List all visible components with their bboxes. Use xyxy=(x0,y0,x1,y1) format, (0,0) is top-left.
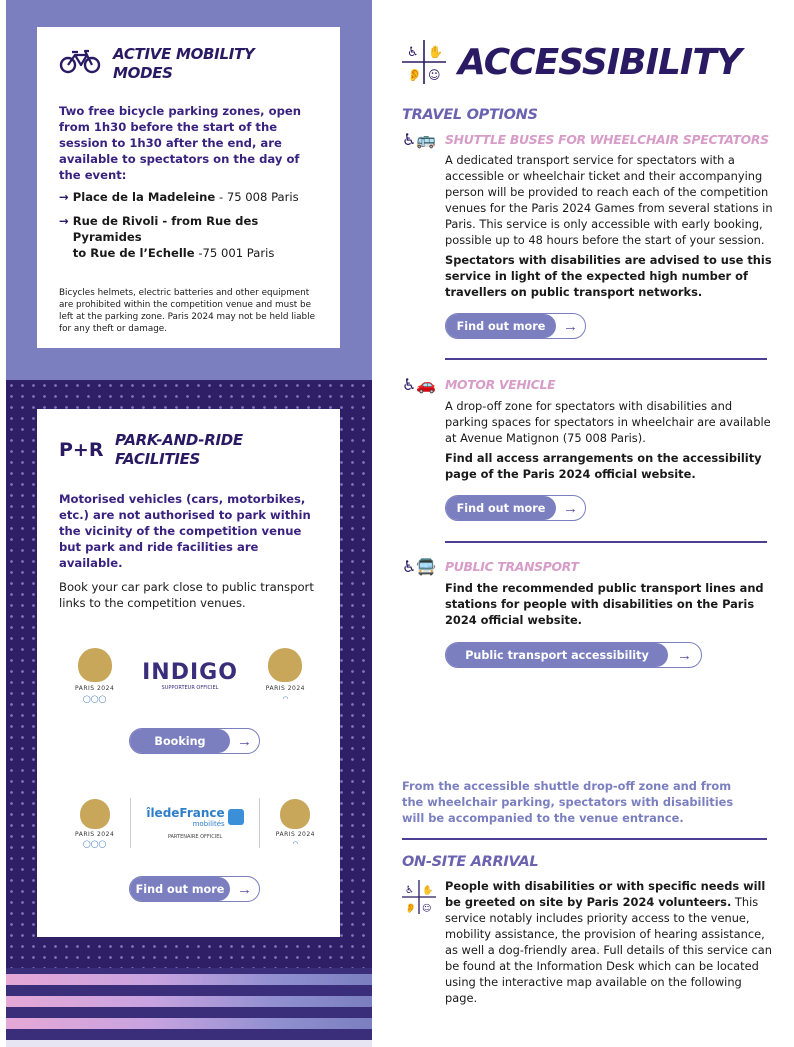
shuttle-body: A dedicated transport service for spectators with a accessible or wheelchair ticket and their accompanying person will be provided to reach each of the competition venues for the Paris 2024 Games from several stations in Paris. This service is only accessible with early booking, possible up to 48 hours before the start of your session. xyxy=(445,153,773,247)
on-site-arrival-text: This service notably includes priority access to the venue, mobility assistance, the provision of hearing assistance, as well a dog-friendly area. Full details of this service can be found at the Information Desk which can be located using the interactive map available on the following page. xyxy=(445,895,772,1005)
idf-logo-row xyxy=(75,793,315,853)
active-mobility-note: Bicycles helmets, electric batteries and other equipment are prohibited within the competition venue and must be left at the parking zone. Paris 2024 may not be held liable for any theft or damage. xyxy=(59,288,315,334)
left-stripes-background xyxy=(6,968,372,1047)
wheelchair-car-icon: ♿🚗 xyxy=(402,377,437,394)
bicycle-zone-1: → Place de la Madeleine - 75 008 Paris xyxy=(59,190,299,204)
right-column xyxy=(400,0,780,1047)
public-transport-info: Find the recommended public transport lines and stations for people with disabilities on the Paris 2024 official website. xyxy=(445,581,764,627)
svg-text:♿: ♿ xyxy=(405,885,414,896)
svg-text:☺: ☺ xyxy=(428,68,441,82)
public-transport-accessibility-button[interactable]: Public transport accessibility → xyxy=(445,642,702,668)
park-and-ride-title-1: PARK-AND-RIDE xyxy=(115,431,243,449)
wheelchair-transit-icon: ♿🚍 xyxy=(402,559,437,576)
arrow-right-icon: → xyxy=(237,880,252,898)
ile-de-france-mobilites-logo: îledeFrance mobilités PARTENAIRE OFFICIEL xyxy=(146,806,243,840)
bicycle-zone-2: → Rue de Rivoli - from Rue des Pyramides to Rue de l’Echelle -75 001 Paris xyxy=(59,214,275,260)
svg-text:👂: 👂 xyxy=(405,904,417,914)
paris-2024-olympic-logo: PARIS 2024 ◯◯◯ xyxy=(75,799,114,848)
booking-button[interactable]: Booking → xyxy=(129,728,260,754)
svg-text:👂: 👂 xyxy=(407,68,422,82)
wheelchair-bus-icon: ♿🚌 xyxy=(402,132,437,149)
on-site-arrival-bold: People with disabilities or with specific needs will be greeted on site by Paris 2024 volunteers. xyxy=(445,879,766,909)
public-transport-title: PUBLIC TRANSPORT xyxy=(445,559,579,574)
shuttle-advice: Spectators with disabilities are advised to use this service in light of the expected high number of travellers on public transport networks. xyxy=(445,253,772,299)
arrow-right-icon: → xyxy=(563,499,578,517)
motor-vehicle-body: A drop-off zone for spectators with disabilities and parking spaces for spectators in wheelchair are available at Avenue Matignon (75 008 Paris). xyxy=(445,399,771,445)
accessibility-icon xyxy=(402,40,446,84)
find-out-more-motor-button[interactable]: Find out more → xyxy=(445,495,586,521)
arrow-right-icon: → xyxy=(563,317,578,335)
park-and-ride-card xyxy=(37,409,340,937)
paris-2024-paralympic-logo: PARIS 2024 ◠ xyxy=(266,648,305,703)
svg-text:♿: ♿ xyxy=(407,45,419,60)
divider xyxy=(445,358,767,360)
arrow-right-icon: → xyxy=(59,190,69,204)
on-site-arrival-body xyxy=(445,878,775,1006)
park-and-ride-icon: P+R xyxy=(59,439,104,461)
page-title: ACCESSIBILITY xyxy=(458,42,741,83)
paris-2024-olympic-logo: PARIS 2024 ◯◯◯ xyxy=(75,648,114,703)
indigo-logo-row xyxy=(75,645,305,705)
motor-vehicle-title: MOTOR VEHICLE xyxy=(445,377,556,392)
park-and-ride-header xyxy=(59,431,318,469)
indigo-logo: INDIGO SUPPORTEUR OFFICIEL xyxy=(142,659,238,691)
active-mobility-intro: Two free bicycle parking zones, open from 1h30 before the start of the session to 1h30 after the end, are available to spectators on the day of the event: xyxy=(59,104,301,182)
arrow-right-icon: → xyxy=(677,646,692,664)
park-and-ride-intro: Motorised vehicles (cars, motorbikes, etc.) are not authorised to park within the vicinity of the competition venue but park and ride facilities are available. xyxy=(59,492,311,570)
motor-vehicle-info: Find all access arrangements on the accessibility page of the Paris 2024 official website. xyxy=(445,451,762,481)
active-mobility-title-1: ACTIVE MOBILITY xyxy=(113,45,255,63)
divider xyxy=(445,541,767,543)
svg-text:✋: ✋ xyxy=(428,45,443,59)
left-column xyxy=(6,0,372,1047)
find-out-more-park-ride-button[interactable]: Find out more → xyxy=(129,876,260,902)
accessibility-icon xyxy=(402,880,436,914)
bicycle-icon xyxy=(59,49,101,80)
park-and-ride-title-2: FACILITIES xyxy=(115,450,201,468)
active-mobility-title-2: MODES xyxy=(113,64,173,82)
divider xyxy=(402,838,767,840)
shuttle-title: SHUTTLE BUSES FOR WHEELCHAIR SPECTATORS xyxy=(445,132,769,147)
svg-text:☺: ☺ xyxy=(422,904,432,914)
paris-2024-paralympic-logo: PARIS 2024 ◠ xyxy=(276,799,315,848)
active-mobility-card xyxy=(37,27,340,348)
on-site-arrival-heading: ON-SITE ARRIVAL xyxy=(402,854,539,870)
find-out-more-shuttle-button[interactable]: Find out more → xyxy=(445,313,586,339)
arrow-right-icon: → xyxy=(59,214,69,228)
accompaniment-note: From the accessible shuttle drop-off zone and from the wheelchair parking, spectators with disabilities will be accompanied to the venue entrance. xyxy=(402,779,734,825)
active-mobility-header xyxy=(59,45,318,83)
park-and-ride-body: Book your car park close to public transport links to the competition venues. xyxy=(59,580,314,610)
svg-text:✋: ✋ xyxy=(422,886,434,896)
arrow-right-icon: → xyxy=(237,732,252,750)
travel-options-heading: TRAVEL OPTIONS xyxy=(402,107,538,123)
